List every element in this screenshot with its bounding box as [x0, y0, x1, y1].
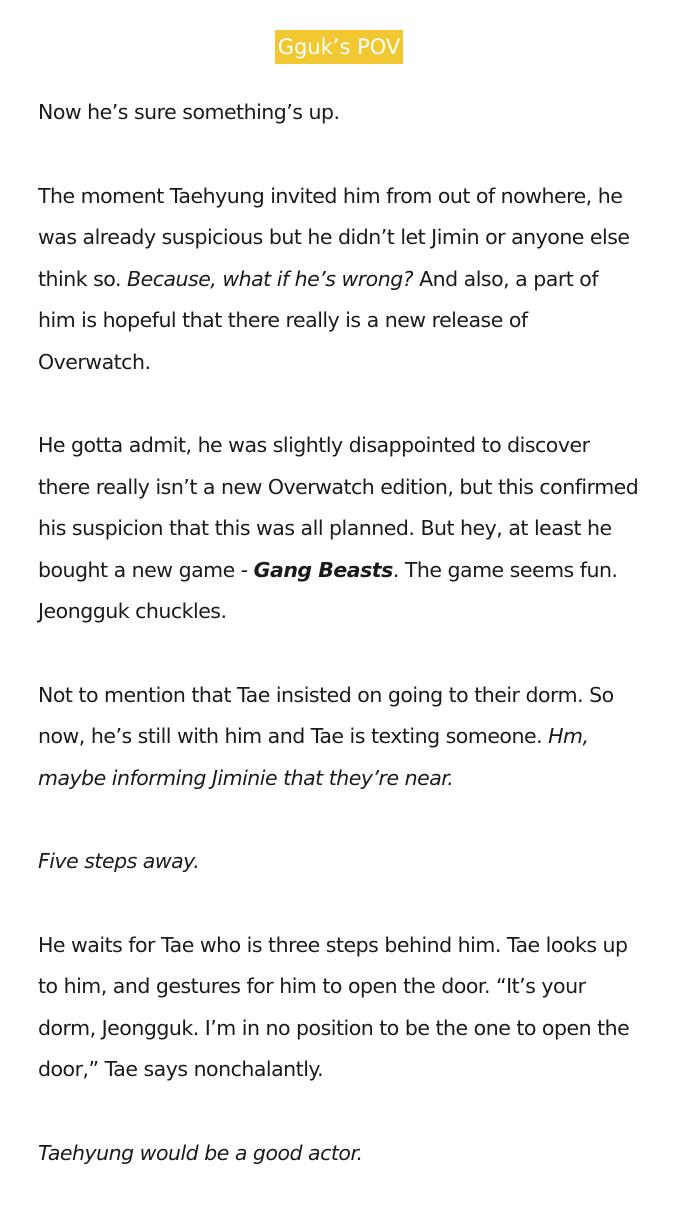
- pov-heading: Gguk’s POV: [275, 30, 404, 64]
- paragraph-6-text: He waits for Tae who is three steps behind him. Tae looks up to him, and gestures for him to open the door. “It’s your dorm, Jeongguk. I’m in no position to be the one to open the door,” Tae says nonchalantly.: [38, 932, 630, 1081]
- paragraph-1: [38, 92, 640, 134]
- paragraph-3-text-c: . The game seems fun. Jeongguk chuckles.: [38, 557, 618, 623]
- paragraph-2-text-c: And also, a part of him is hopeful that there really is a new release of Overwatch.: [38, 266, 599, 374]
- paragraph-3-text-a: He gotta admit, he was slightly disappointed to discover there really isn’t a new Overwatch edition, but this confirmed his suspicion that this was all planned. But hey, at least he bought a new game -: [38, 433, 639, 582]
- paragraph-3: [38, 425, 640, 633]
- paragraph-6: [38, 925, 640, 1091]
- paragraph-4-text-a: Not to mention that Tae insisted on going to their dorm. So now, he’s still with him and Tae is texting someone.: [38, 682, 614, 748]
- paragraph-7-text: Taehyung would be a good actor.: [38, 1140, 363, 1165]
- paragraph-5-text: Five steps away.: [38, 849, 200, 873]
- paragraph-2-text-a: The moment Taehyung invited him from out of nowhere, he was already suspicious but he didn’t let Jimin or anyone else think so.: [38, 183, 630, 291]
- paragraph-7: [38, 1133, 640, 1175]
- paragraph-4: [38, 675, 640, 800]
- heading-row: [0, 30, 678, 64]
- paragraph-1-text: Now he’s sure something’s up.: [38, 100, 340, 124]
- paragraph-2-italic: Because, what if he’s wrong?: [127, 266, 414, 291]
- paragraph-4-italic: Hm, maybe informing Jiminie that they’re near.: [38, 724, 589, 790]
- story-body: [38, 92, 640, 1216]
- game-title: Gang Beasts: [253, 557, 393, 582]
- paragraph-2: [38, 176, 640, 384]
- paragraph-5: [38, 841, 640, 883]
